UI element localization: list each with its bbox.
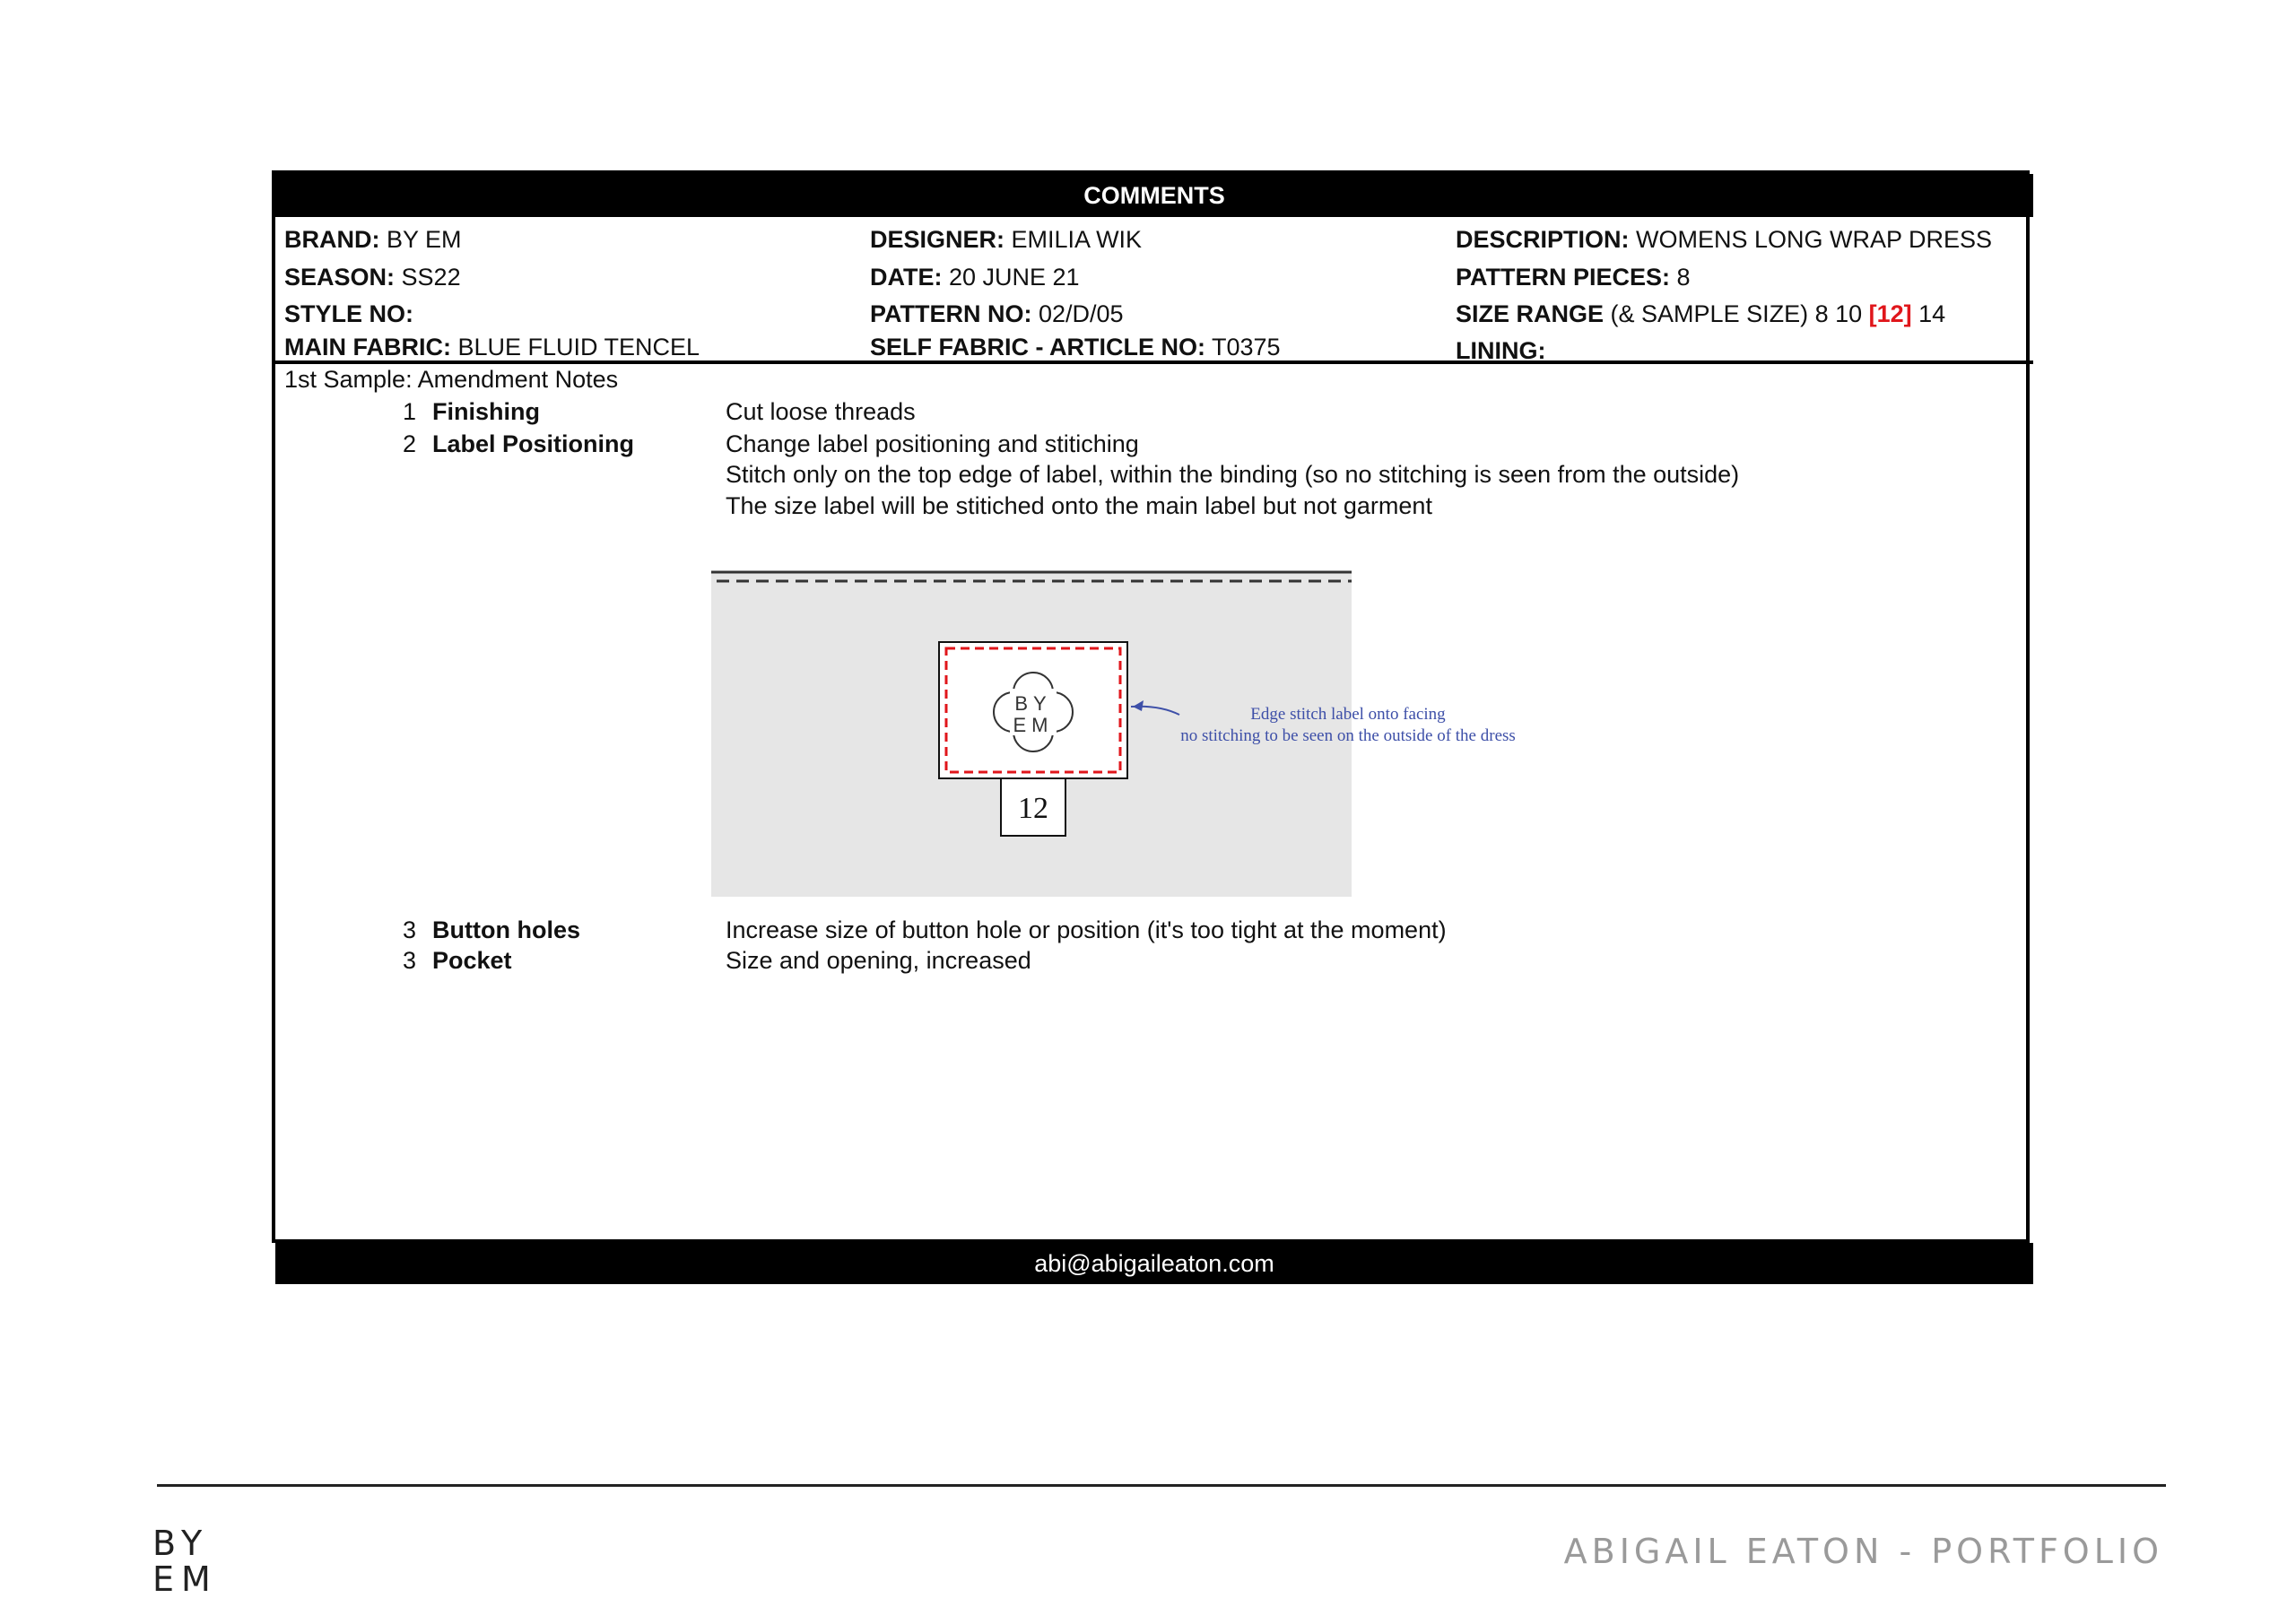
lining-row: LINING: <box>1456 337 1546 364</box>
pattern-pieces-row: PATTERN PIECES: 8 <box>1456 264 1691 291</box>
season-row: SEASON: SS22 <box>284 264 461 291</box>
note-line: Change label positioning and stitiching <box>726 430 1139 457</box>
pattern-no-row: PATTERN NO: 02/D/05 <box>870 300 1124 327</box>
note-line: The size label will be stitiched onto the main label but not garment <box>726 492 1432 519</box>
note-number: 3 <box>403 916 417 943</box>
note-title: Pocket <box>432 947 512 974</box>
note-title: Finishing <box>432 398 540 425</box>
notes-heading: 1st Sample: Amendment Notes <box>284 366 619 393</box>
logo-top-text: BY <box>152 1524 210 1563</box>
note-number: 2 <box>403 430 417 457</box>
label-logo-top: BY <box>1014 692 1052 715</box>
label-logo-bottom: EM <box>1013 714 1054 736</box>
footer-divider <box>157 1484 2166 1487</box>
note-number: 1 <box>403 398 417 425</box>
annotation-line-2: no stitching to be seen on the outside of the dress <box>1180 726 1516 745</box>
style-row: STYLE NO: <box>284 300 414 327</box>
designer-row: DESIGNER: EMILIA WIK <box>870 226 1143 253</box>
note-line: Cut loose threads <box>726 398 916 425</box>
main-fabric-row: MAIN FABRIC: BLUE FLUID TENCEL <box>284 334 700 360</box>
note-title: Label Positioning <box>432 430 635 457</box>
portfolio-title: ABIGAIL EATON - PORTFOLIO <box>1563 1532 2163 1571</box>
description-row: DESCRIPTION: WOMENS LONG WRAP DRESS <box>1456 226 1993 253</box>
info-grid <box>275 217 2033 364</box>
logo-bottom-text: EM <box>152 1559 218 1596</box>
self-fabric-row: SELF FABRIC - ARTICLE NO: T0375 <box>870 334 1281 360</box>
email-footer: abi@abigaileaton.com <box>275 1243 2033 1284</box>
size-range-row: SIZE RANGE (& SAMPLE SIZE) 8 10 [12] 14 <box>1456 300 1946 327</box>
byem-logo <box>152 1524 233 1596</box>
note-line: Increase size of button hole or position (it's too tight at the moment) <box>726 916 1447 943</box>
note-line: Size and opening, increased <box>726 947 1031 974</box>
label-diagram <box>711 556 1563 901</box>
comments-header: COMMENTS <box>275 174 2033 217</box>
size-label-text: 12 <box>1018 792 1048 825</box>
note-number: 3 <box>403 947 417 974</box>
brand-row: BRAND: BY EM <box>284 226 462 253</box>
date-row: DATE: 20 JUNE 21 <box>870 264 1080 291</box>
note-title: Button holes <box>432 916 580 943</box>
annotation-line-1: Edge stitch label onto facing <box>1250 705 1446 724</box>
sample-size: [12] <box>1868 300 1912 327</box>
note-line: Stitch only on the top edge of label, within the binding (so no stitching is seen from the outside) <box>726 461 1740 488</box>
